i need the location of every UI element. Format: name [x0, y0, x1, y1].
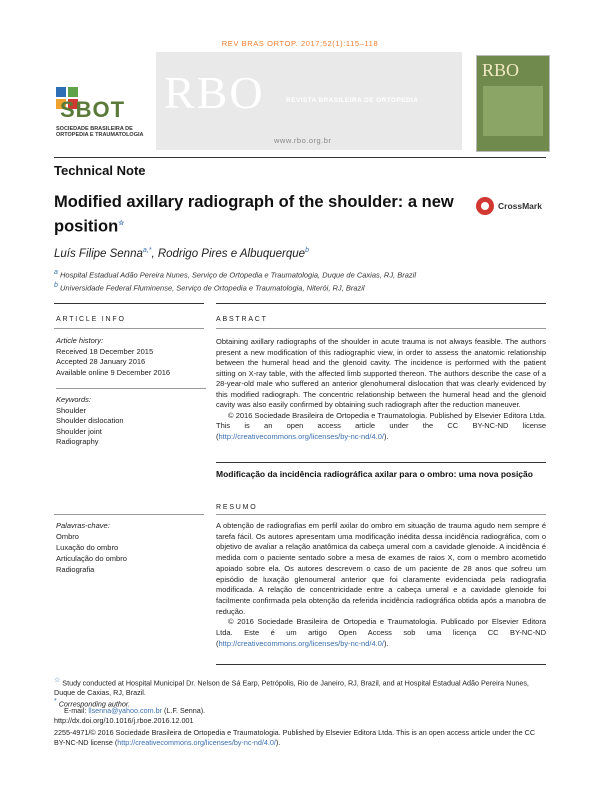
- resumo-body: [216, 521, 546, 649]
- resumo-bottom-rule: [216, 664, 546, 665]
- keyword: Shoulder dislocation: [56, 416, 124, 425]
- info-top-rule: [54, 303, 204, 304]
- keyword: Ombro: [56, 532, 79, 541]
- sbot-logo: [56, 85, 146, 145]
- author-1-affiliation[interactable]: a,*: [142, 247, 152, 254]
- online-date: Available online 9 December 2016: [56, 367, 171, 377]
- article-title-text: Modified axillary radiograph of the shoulder: a new position: [54, 193, 454, 236]
- abstract-sub-rule: [216, 328, 546, 329]
- history-rule: [56, 388, 206, 389]
- rbo-banner: [156, 52, 462, 150]
- author-list: Luís Filipe Senna$^{a,*}$, Rodrigo Pires e Albuquerque$^b$: [54, 247, 309, 260]
- portuguese-title: Modificação da incidência radiográfica axilar para o ombro: uma nova posição: [216, 469, 533, 479]
- keyword: Luxação do ombro: [56, 543, 119, 552]
- crossmark-label: CrossMark: [498, 201, 542, 211]
- keywords-heading: Keywords:: [56, 395, 92, 404]
- journal-reference: REV BRAS ORTOP. 2017;52(1):115–118: [221, 39, 379, 48]
- resumo-rule: [216, 514, 546, 515]
- license-link[interactable]: http://creativecommons.org/licenses/by-nc-nd/4.0/: [218, 638, 384, 648]
- resumo-label: RESUMO: [216, 504, 258, 511]
- study-footnote: ☆ Study conducted at Hospital Municipal Dr. Nelson de Sá Earp, Petrópolis, Rio de Janeiro, RJ, Brazil, and at Hospital Estadual Adão Pereira Nunes, Duque de Caxias, RJ, Brazil.: [54, 677, 529, 697]
- abstract-body: [216, 337, 546, 442]
- pt-keywords-rule: [54, 514, 204, 515]
- abstract-copyright: © 2016 Sociedade Brasileira de Ortopedia e Traumatologia. Published by Elsevier Editora Ltda. This is an open access article under the CC BY-NC-ND license (http://creativecommons.org/licenses/by-nc-nd/4.0/).: [216, 410, 546, 441]
- affiliation-b: $^b$ Universidade Federal Fluminense, Serviço de Ortopedia e Traumatologia, Niterói, RJ, Brazil: [54, 282, 365, 293]
- keyword: Radiography: [56, 437, 99, 446]
- portuguese-keywords: [56, 520, 206, 575]
- author-email: E-mail: llsenna@yahoo.com.br (L.F. Senna).: [64, 706, 206, 715]
- article-info-label: ARTICLE INFO: [56, 316, 126, 323]
- abstract-bottom-rule: [216, 462, 546, 463]
- author-2: Rodrigo Pires e Albuquerque: [157, 247, 306, 260]
- corresponding-author: * Corresponding author.: [54, 698, 130, 709]
- received-date: Received 18 December 2015: [56, 346, 154, 356]
- article-title: [54, 192, 454, 238]
- keyword: Articulação do ombro: [56, 554, 127, 563]
- affiliation-a: $^a$ Hospital Estadual Adão Pereira Nunes, Serviço de Ortopedia e Traumatologia, Duque de Caxias, RJ, Brazil: [54, 269, 417, 280]
- sbot-wordmark: SBOT: [60, 97, 126, 122]
- author-1: Luís Filipe Senna: [54, 247, 143, 260]
- license-link[interactable]: http://creativecommons.org/licenses/by-nc-nd/4.0/: [117, 737, 276, 747]
- crossmark-icon: [476, 197, 494, 215]
- abstract-text: Obtaining axillary radiographs of the shoulder in acute trauma is not always feasible. The authors present a new modification of this radiographic view, in order to assess the anatomic relationship between the humeral head and the glenoid cavity. The incidence is performed with the patient sitting on X-ray table, with the affected limb supported thereon. The authors describe the case of a 28-year-old male who suffered an anterior glenohumeral dislocation that was clearly evidenced by this modified radiograph. The concentric relationship between the humeral head and the glenoid cavity was also easily confirmed by obtaining such radiograph after the reduction maneuver.: [216, 337, 546, 409]
- cover-image: [483, 86, 543, 136]
- title-footnote-mark[interactable]: ☆: [118, 220, 125, 227]
- abstract-top-rule: [216, 303, 546, 304]
- resumo-text: A obtenção de radiografias em perfil axilar do ombro em situação de trauma agudo nem sempre é tarefa fácil. Os autores apresentam uma modificação inédita dessa incidência radiográfica, com o objetivo de avaliar a relação anatômica da cabeça umeral com a cavidade glenoide. A incidência é medida com o paciente sentado sobre a mesa de exames de raios X, com o membro acometido apoiado sobre ela. Os autores descrevem o caso de um paciente de 28 anos que sofreu um episódio de luxação glenoumeral anterior que foi claramente evidenciada pela radiografia modificada. A relação de concentricidade entre a cabeça umeral e a cavidade glenoide foi facilmente confirmada pela obtenção da referida incidência radiográfica obtida após a manobra de redução.: [216, 521, 546, 616]
- author-2-affiliation[interactable]: b: [305, 247, 309, 254]
- email-link[interactable]: llsenna@yahoo.com.br: [88, 706, 162, 715]
- rbo-url[interactable]: www.rbo.org.br: [274, 136, 332, 145]
- issn-license: 2255-4971/© 2016 Sociedade Brasileira de Ortopedia e Traumatologia. Published by Elsevier Editora Ltda. This is an open access article under the CC BY-NC-ND license (http://creativecommons.org/licenses/by-nc-nd/4.0/).: [54, 728, 536, 747]
- history-heading: Article history:: [56, 336, 104, 345]
- keyword: Radiografia: [56, 565, 95, 574]
- rbo-banner-title: RBO: [164, 67, 265, 118]
- keyword: Shoulder: [56, 405, 87, 415]
- abstract-label: ABSTRACT: [216, 316, 268, 323]
- cover-title: RBO: [482, 60, 520, 80]
- accepted-date: Accepted 28 January 2016: [56, 357, 146, 366]
- resumo-copyright: © 2016 Sociedade Brasileira de Ortopedia e Traumatologia. Publicado por Elsevier Editora Ltda. Este é um artigo Open Access sob uma licença CC BY-NC-ND (http://creativecommons.org/licenses/by-nc-nd/4.0/).: [216, 617, 546, 648]
- doi-link[interactable]: http://dx.doi.org/10.1016/j.rboe.2016.12.001: [54, 716, 194, 725]
- keyword: Shoulder joint: [56, 426, 102, 436]
- rbo-banner-subtitle: REVISTA BRASILEIRA DE ORTOPEDIA: [286, 97, 419, 104]
- article-type: Technical Note: [54, 163, 146, 178]
- header-divider: [54, 157, 546, 158]
- pt-keywords-heading: Palavras-chave:: [56, 521, 110, 530]
- crossmark-badge[interactable]: [476, 197, 556, 217]
- journal-cover: [476, 55, 550, 152]
- info-sub-rule: [54, 328, 204, 329]
- license-link[interactable]: http://creativecommons.org/licenses/by-nc-nd/4.0/: [218, 431, 384, 441]
- article-history: [56, 336, 206, 448]
- sbot-full-name: SOCIEDADE BRASILEIRA DE ORTOPEDIA E TRAUMATOLOGIA: [56, 126, 144, 138]
